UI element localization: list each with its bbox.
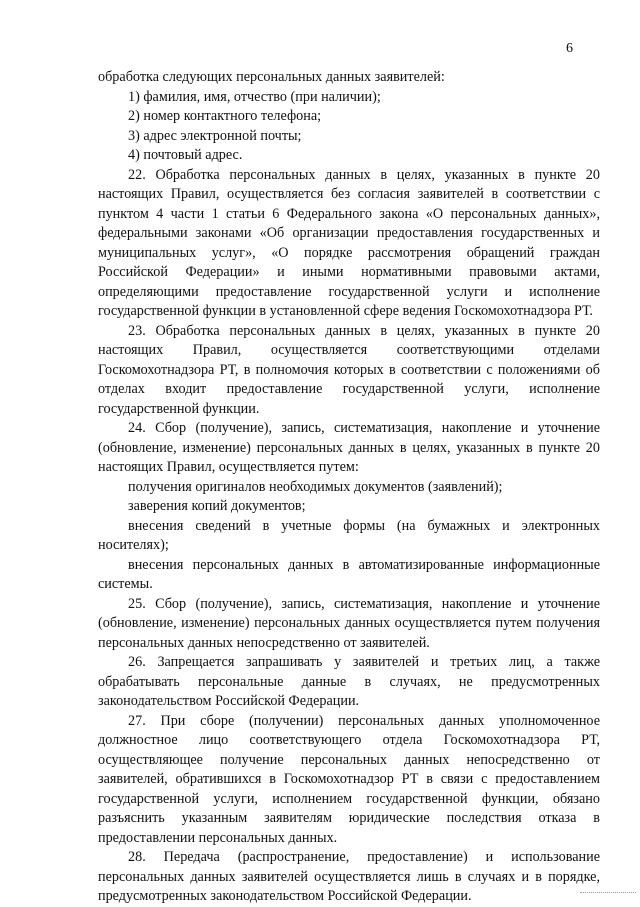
paragraph-24-item-systems: внесения персональных данных в автоматизированные информационные системы. bbox=[98, 556, 600, 592]
paragraph-26: 26. Запрещается запрашивать у заявителей и третьих лиц, а также обрабатывать персональные данные в случаях, не предусмотренных законодательством Российской Федерации. bbox=[98, 654, 600, 709]
paragraph-27: 27. При сборе (получении) персональных данных уполномоченное должностное лицо соответствующего отдела Госкомохотнадзора РТ, осуществляющее получение персональных данных непосредственно от заявителей, обратившихся в Госкомохотнадзор РТ в связи с предоставлением государственной услуги, исполнением государственной функции, обязано разъяснить указанным заявителям юридические последствия отказа в предоставлении персональных данных. bbox=[98, 712, 600, 846]
list-item-phone: 2) номер контактного телефона; bbox=[128, 108, 322, 124]
paragraph-23: 23. Обработка персональных данных в целях, указанных в пункте 20 настоящих Правил, осуществляется соответствующими отделами Госкомохотнадзора РТ, в полномочия которых в соответствии с положениями об отделах входит предоставление государственной услуги, исполнение государственной функции. bbox=[98, 322, 600, 417]
list-item-postal: 4) почтовый адрес. bbox=[128, 147, 243, 163]
paragraph-24-item-originals: получения оригиналов необходимых документов (заявлений); bbox=[128, 478, 503, 495]
paragraph-28: 28. Передача (распространение, предоставление) и использование персональных данных заявителей осуществляется лишь в случаях и в порядке, предусмотренных законодательством Российской Федерации. bbox=[98, 849, 600, 904]
document-body bbox=[98, 68, 600, 907]
paragraph-24: 24. Сбор (получение), запись, систематизация, накопление и уточнение (обновление, изменение) персональных данных в целях, указанных в пункте 20 настоящих Правил, осуществляется путем: bbox=[98, 420, 600, 475]
scan-corner-mark bbox=[580, 892, 636, 895]
intro-line: обработка следующих персональных данных заявителей: bbox=[98, 69, 445, 85]
paragraph-25: 25. Сбор (получение), запись, систематизация, накопление и уточнение (обновление, изменение) персональных данных осуществляется путем получения персональных данных непосредственно от заявителей. bbox=[98, 595, 600, 651]
paragraph-22: 22. Обработка персональных данных в целях, указанных в пункте 20 настоящих Правил, осуществляется без согласия заявителей в соответствии с пунктом 4 части 1 статьи 6 Федерального закона «О персональных данных», федеральными законами «Об организации предоставления государственных и муниципальных услуг», «О порядке рассмотрения обращений граждан Российской Федерации» и иными нормативными правовыми актами, определяющими предоставление государственной услуги и исполнение государственной функции в установленной сфере ведения Госкомохотнадзора РТ. bbox=[98, 166, 600, 319]
page-number: 6 bbox=[566, 41, 573, 56]
paragraph-24-item-copies: заверения копий документов; bbox=[128, 498, 306, 514]
list-item-email: 3) адрес электронной почты; bbox=[128, 127, 302, 144]
paragraph-24-item-forms: внесения сведений в учетные формы (на бумажных и электронных носителях); bbox=[98, 517, 600, 553]
list-item-fio: 1) фамилия, имя, отчество (при наличии); bbox=[128, 88, 381, 105]
